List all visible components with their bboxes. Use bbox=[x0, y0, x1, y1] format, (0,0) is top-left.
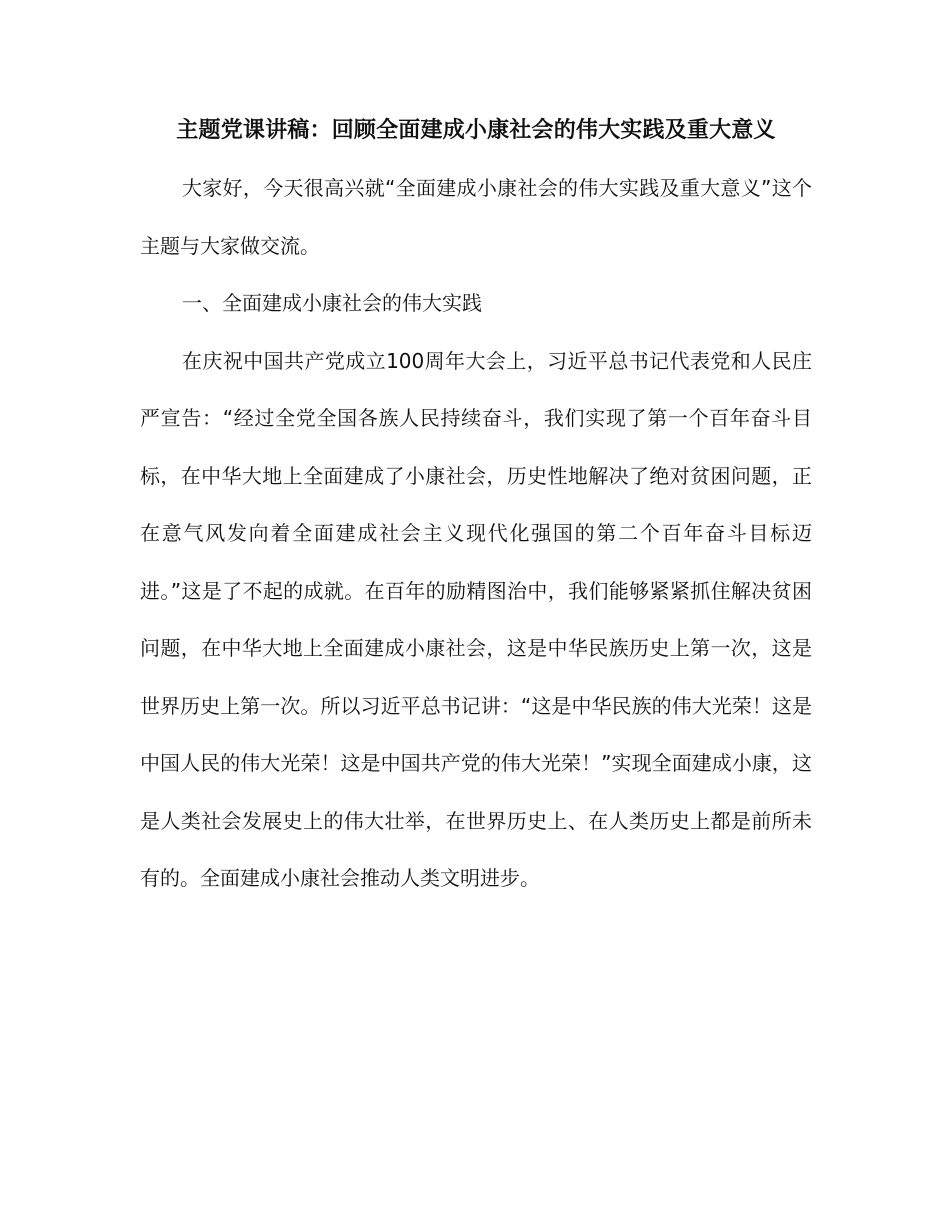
section-heading: 一、全面建成小康社会的伟大实践 bbox=[182, 291, 482, 315]
document-body bbox=[140, 102, 812, 908]
intro-paragraph: 大家好，今天很高兴就“全面建成小康社会的伟大实践及重大意义”这个主题与大家做交流。 bbox=[140, 176, 812, 258]
document-title: 主题党课讲稿：回顾全面建成小康社会的伟大实践及重大意义 bbox=[176, 118, 776, 143]
body-paragraph: 在庆祝中国共产党成立100周年大会上，习近平总书记代表党和人民庄严宣告：“经过全党全国各族人民持续奋斗，我们实现了第一个百年奋斗目标，在中华大地上全面建成了小康社会，历史性地解决了绝对贫困问题，正在意气风发向着全面建成社会主义现代化强国的第二个百年奋斗目标迈进。”这是了不起的成就。在百年的励精图治中，我们能够紧紧抓住解决贫困问题，在中华大地上全面建成小康社会，这是中华民族历史上第一次，这是世界历史上第一次。所以习近平总书记讲：“这是中华民族的伟大光荣！这是中国人民的伟大光荣！这是中国共产党的伟大光荣！”实现全面建成小康，这是人类社会发展史上的伟大壮举，在世界历史上、在人类历史上都是前所未有的。全面建成小康社会推动人类文明进步。 bbox=[140, 348, 812, 890]
